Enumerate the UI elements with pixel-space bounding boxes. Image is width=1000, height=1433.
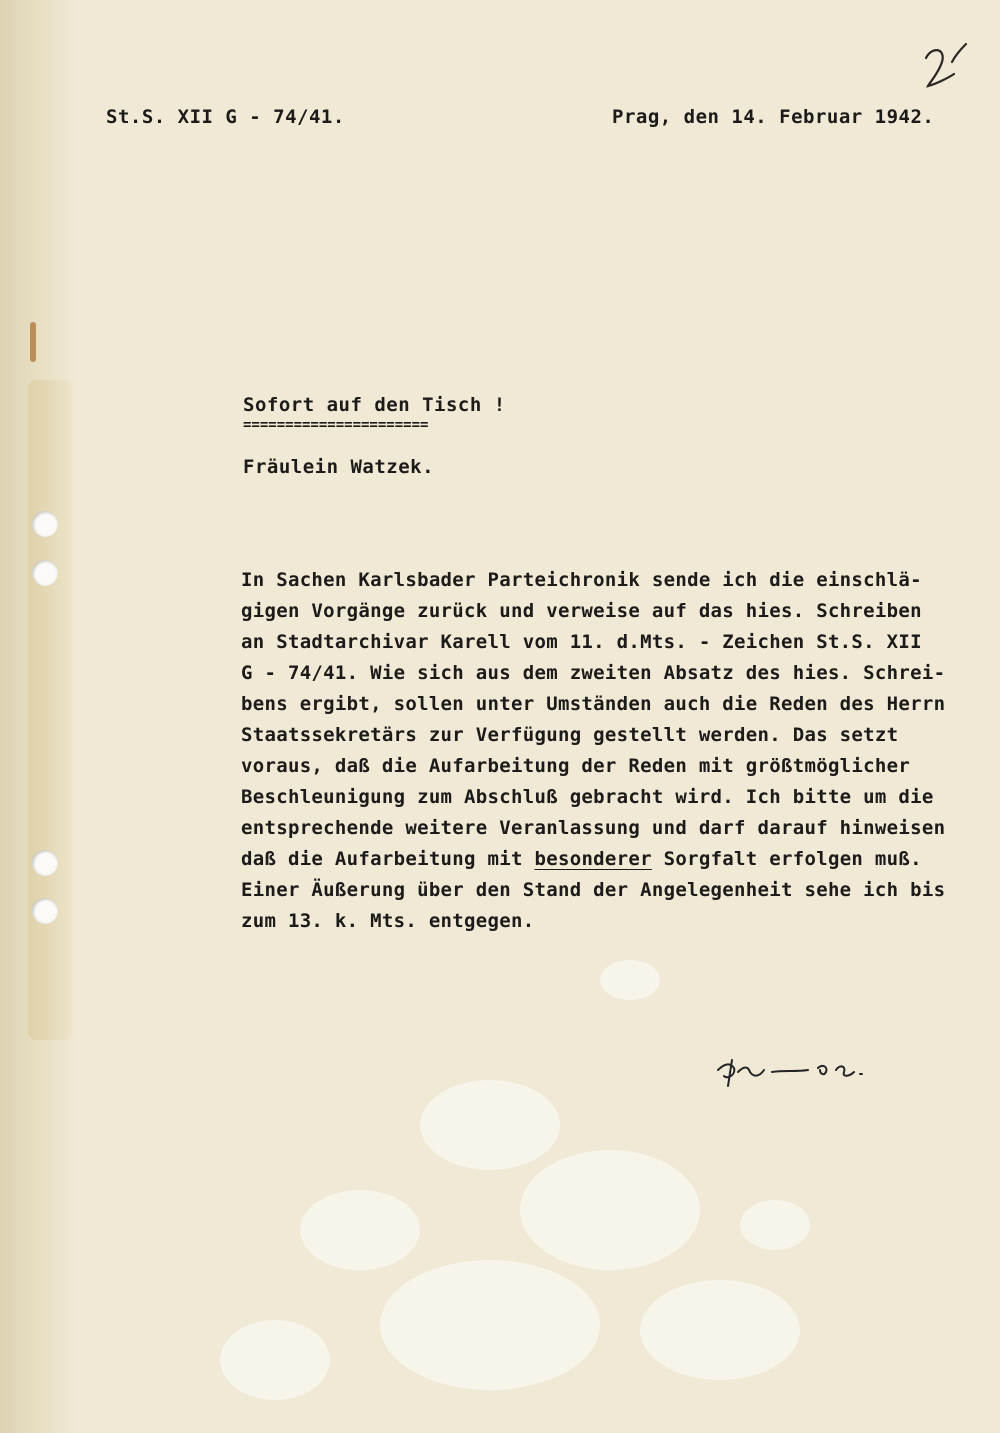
- body-line: Beschleunigung zum Abschluß gebracht wird. Ich bitte um die: [241, 786, 934, 808]
- punch-hole: [32, 560, 58, 586]
- body-line: [241, 848, 922, 870]
- punch-hole: [32, 898, 58, 924]
- body-line: G - 74/41. Wie sich aus dem zweiten Absatz des hies. Schrei-: [241, 662, 946, 684]
- body-line: entsprechende weitere Veranlassung und darf darauf hinweisen: [241, 817, 946, 839]
- addressee: Fräulein Watzek.: [243, 456, 435, 478]
- rust-mark: [30, 322, 36, 362]
- punch-hole: [32, 511, 58, 537]
- punch-hole: [32, 850, 58, 876]
- water-stain: [640, 1280, 800, 1380]
- body-line: In Sachen Karlsbader Parteichronik sende ich die einschlä-: [241, 569, 922, 591]
- water-stain: [380, 1260, 600, 1390]
- place-date: Prag, den 14. Februar 1942.: [612, 106, 935, 128]
- water-stain: [420, 1080, 560, 1170]
- body-line: gigen Vorgänge zurück und verweise auf das hies. Schreiben: [241, 600, 922, 622]
- body-line: bens ergibt, sollen unter Umständen auch die Reden des Herrn: [241, 693, 946, 715]
- signature-handwritten: [714, 1050, 874, 1090]
- water-stain: [600, 960, 660, 1000]
- heading: Sofort auf den Tisch !: [243, 394, 506, 416]
- emphasis-word: besonderer: [534, 848, 652, 870]
- body-line: Staatssekretärs zur Verfügung gestellt werden. Das setzt: [241, 724, 899, 746]
- body-line-start: daß die Aufarbeitung mit: [241, 848, 535, 870]
- body-line: Einer Äußerung über den Stand der Angelegenheit sehe ich bis: [241, 879, 946, 901]
- water-stain: [220, 1320, 330, 1400]
- water-stain: [520, 1150, 700, 1270]
- binder-strip: [28, 380, 72, 1040]
- heading-underline: ======================: [243, 417, 429, 433]
- body-line: an Stadtarchivar Karell vom 11. d.Mts. - Zeichen St.S. XII: [241, 631, 922, 653]
- water-stain: [300, 1190, 420, 1270]
- body-line: voraus, daß die Aufarbeitung der Reden mit größtmöglicher: [241, 755, 911, 777]
- reference-number: St.S. XII G - 74/41.: [106, 106, 345, 128]
- water-stain: [740, 1200, 810, 1250]
- body-line: zum 13. k. Mts. entgegen.: [241, 910, 535, 932]
- body-line-end: Sorgfalt erfolgen muß.: [651, 848, 922, 870]
- page-number-handwritten: [918, 40, 970, 92]
